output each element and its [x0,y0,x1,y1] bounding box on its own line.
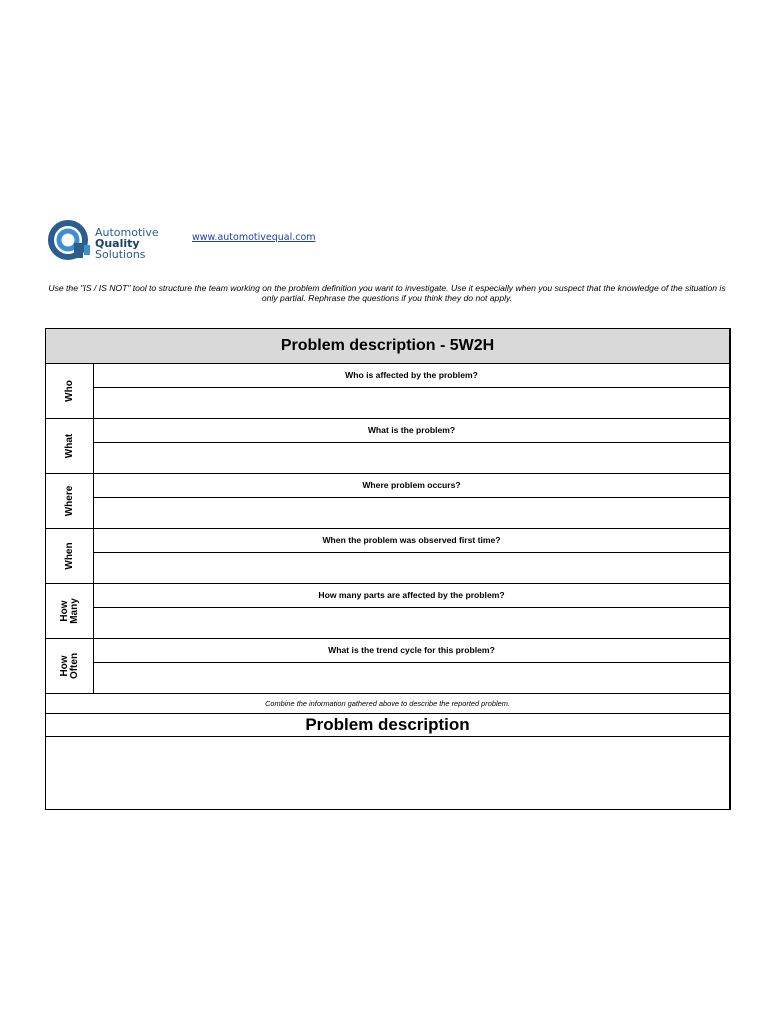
problem-description-form [45,328,731,810]
answer-field-how-many[interactable] [94,608,729,638]
row-label: How Many [58,598,80,624]
row-question: Who is affected by the problem? [94,364,729,388]
row-when [46,529,729,584]
row-label: How Often [58,652,80,680]
logo-line-3: Solutions [95,248,146,261]
logo-line-1: Automotive [95,226,159,239]
row-label-cell [46,364,94,418]
website-link[interactable]: www.automotivequal.com [192,232,316,243]
row-label-cell [46,419,94,473]
row-label-cell [46,474,94,528]
answer-field-when[interactable] [94,553,729,583]
combine-note: Combine the information gathered above to describe the reported problem. [46,694,729,714]
row-label-cell [46,529,94,583]
row-how-many [46,584,729,639]
row-question: How many parts are affected by the problem? [94,584,729,608]
row-question: Where problem occurs? [94,474,729,498]
row-question: What is the problem? [94,419,729,443]
row-how-often [46,639,729,694]
row-question: What is the trend cycle for this problem? [94,639,729,663]
row-label: What [63,433,75,459]
row-label-cell [46,639,94,693]
answer-field-how-often[interactable] [94,663,729,693]
company-logo [48,219,178,265]
description-title: Problem description [46,714,729,737]
row-label: When [63,542,75,570]
row-label: Where [63,485,75,517]
description-field[interactable] [46,737,729,809]
logo-line-2: Quality [95,237,140,250]
instructions-text: Use the "IS / IS NOT" tool to structure the team working on the problem definition you want to investigate. Use it especially when you suspect that the knowledge of the situation is only partial. Rephrase the questions if you think they do not apply. [48,283,726,303]
answer-field-who[interactable] [94,388,729,418]
row-question: When the problem was observed first time? [94,529,729,553]
row-what [46,419,729,474]
answer-field-where[interactable] [94,498,729,528]
row-label-cell [46,584,94,638]
answer-field-what[interactable] [94,443,729,473]
row-who [46,364,729,419]
row-label: Who [63,380,75,402]
logo-wordmark [95,227,159,260]
row-where [46,474,729,529]
logo-mark-icon [48,219,94,265]
form-title: Problem description - 5W2H [46,329,729,364]
